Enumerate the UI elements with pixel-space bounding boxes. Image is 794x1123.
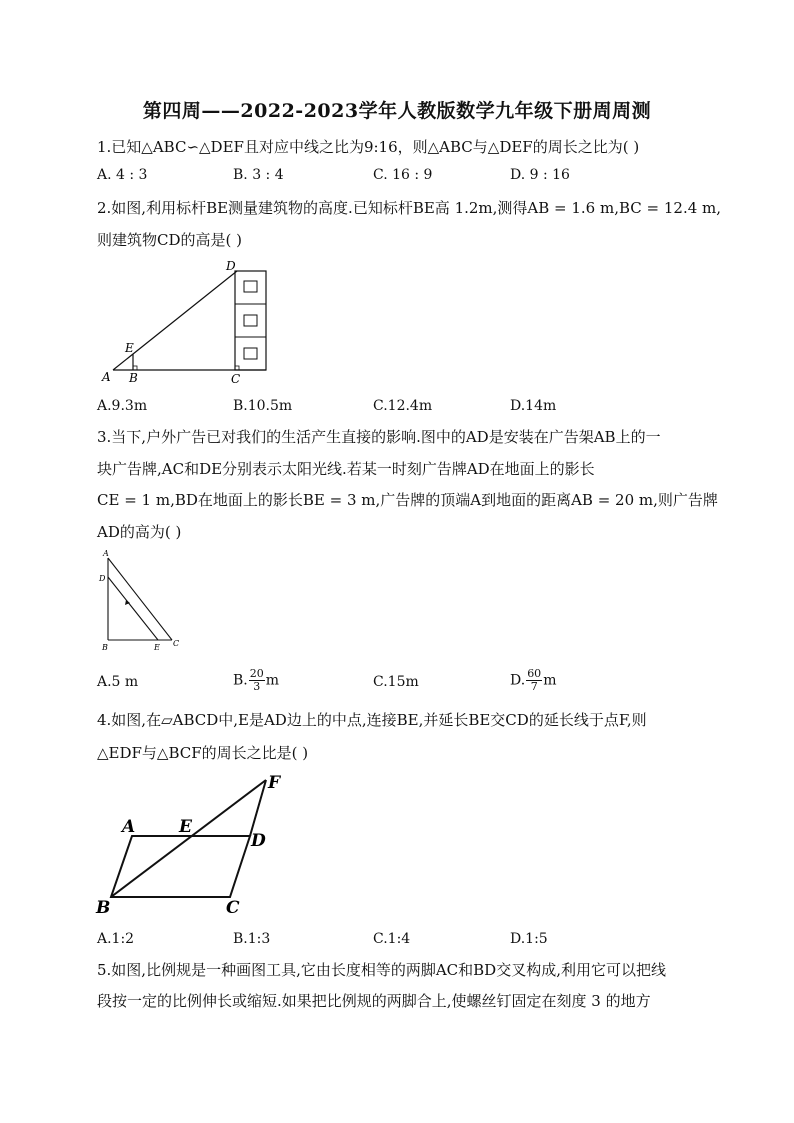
label-d: D [251, 831, 266, 851]
question-3-text-line2: 块广告牌,AC和DE分别表示太阳光线.若某一时刻广告牌AD在地面上的影长 [97, 460, 595, 478]
q2-option-c: C.12.4m [373, 398, 433, 414]
label-c: C [226, 898, 240, 918]
q3-option-b-numerator: 20 [249, 667, 264, 680]
q2-option-b: B.10.5m [233, 398, 293, 414]
label-a: A [102, 370, 111, 384]
label-b: B [96, 898, 111, 918]
question-2-options [97, 398, 657, 418]
q1-option-d: D. 9 : 16 [510, 167, 570, 183]
label-a: A [122, 817, 136, 837]
q3-option-d-denominator: 7 [530, 680, 538, 693]
question-4-text-line1: 4.如图,在▱ABCD中,E是AD边上的中点,连接BE,并延长BE交CD的延长线于点F,则 [97, 711, 647, 729]
sunray-de [108, 577, 158, 640]
q2-option-d: D.14m [510, 398, 557, 414]
q3-option-d-fraction [526, 668, 542, 693]
label-f: F [268, 773, 281, 793]
line-bf [111, 780, 266, 897]
line-df [250, 780, 266, 836]
q3-option-c: C.15m [373, 674, 419, 690]
sunray-ac [108, 558, 172, 640]
question-3-text-line4: AD的高为( ) [97, 523, 182, 541]
label-d: D [226, 259, 236, 273]
window-top [244, 281, 257, 292]
label-e: E [125, 341, 134, 355]
question-2-figure [95, 258, 275, 388]
question-5-text-line1: 5.如图,比例规是一种画图工具,它由长度相等的两脚AC和BD交叉构成,利用它可以把线 [97, 961, 666, 979]
question-2-text-line1: 2.如图,利用标杆BE测量建筑物的高度.已知标杆BE高 1.2m,测得AB = 1.6 m,BC = 12.4 m, [97, 199, 722, 217]
q3-option-d-unit: m [543, 672, 557, 689]
q3-option-d-prefix: D. [510, 672, 526, 689]
question-3-options [97, 668, 657, 702]
sight-line [113, 271, 237, 370]
question-5-text-line2: 段按一定的比例伸长或缩短.如果把比例规的两脚合上,使螺丝钉固定在刻度 3 的地方 [97, 992, 651, 1010]
question-1-options [97, 167, 657, 187]
label-d: D [99, 574, 106, 583]
label-b: B [129, 371, 138, 385]
q4-option-d: D.1:5 [510, 931, 548, 947]
question-2-text-line2: 则建筑物CD的高是( ) [97, 231, 242, 249]
label-e: E [154, 643, 160, 652]
q1-option-a: A. 4 : 3 [97, 167, 148, 183]
q1-option-b: B. 3 : 4 [233, 167, 284, 183]
q3-option-b-fraction [249, 668, 265, 693]
label-a: A [103, 549, 109, 558]
q4-option-b: B.1:3 [233, 931, 271, 947]
page-title: 第四周——2022-2023学年人教版数学九年级下册周周测 [142, 100, 652, 122]
label-c: C [231, 372, 241, 386]
question-3-figure [96, 548, 186, 654]
q3-option-b [233, 668, 279, 693]
window-middle [244, 315, 257, 326]
q3-option-b-prefix: B. [233, 672, 248, 689]
window-bottom [244, 348, 257, 359]
q4-option-c: C.1:4 [373, 931, 411, 947]
question-1-text: 1.已知△ABC∽△DEF且对应中线之比为9:16，则△ABC与△DEF的周长之比为( ) [97, 138, 640, 156]
q4-option-a: A.1:2 [97, 931, 135, 947]
question-4-figure [93, 770, 293, 920]
label-c: C [173, 639, 180, 648]
building [235, 271, 266, 370]
q3-option-b-denominator: 3 [253, 680, 261, 693]
q3-option-d [510, 668, 556, 693]
right-angle-b [133, 366, 137, 370]
label-b: B [102, 643, 108, 652]
question-4-text-line2: △EDF与△BCF的周长之比是( ) [97, 744, 309, 762]
label-e: E [179, 817, 192, 837]
q3-option-d-numerator: 60 [527, 667, 542, 680]
question-3-text-line1: 3.当下,户外广告已对我们的生活产生直接的影响.图中的AD是安装在广告架AB上的一 [97, 428, 661, 446]
q3-option-a: A.5 m [97, 674, 139, 690]
question-4-options [97, 931, 657, 951]
q2-option-a: A.9.3m [97, 398, 148, 414]
q3-option-b-unit: m [265, 672, 280, 689]
question-3-text-line3: CE = 1 m,BD在地面上的影长BE = 3 m,广告牌的顶端A到地面的距离AB = 20 m,则广告牌 [97, 491, 718, 509]
q1-option-c: C. 16 : 9 [373, 167, 433, 183]
right-angle-c [235, 366, 239, 370]
